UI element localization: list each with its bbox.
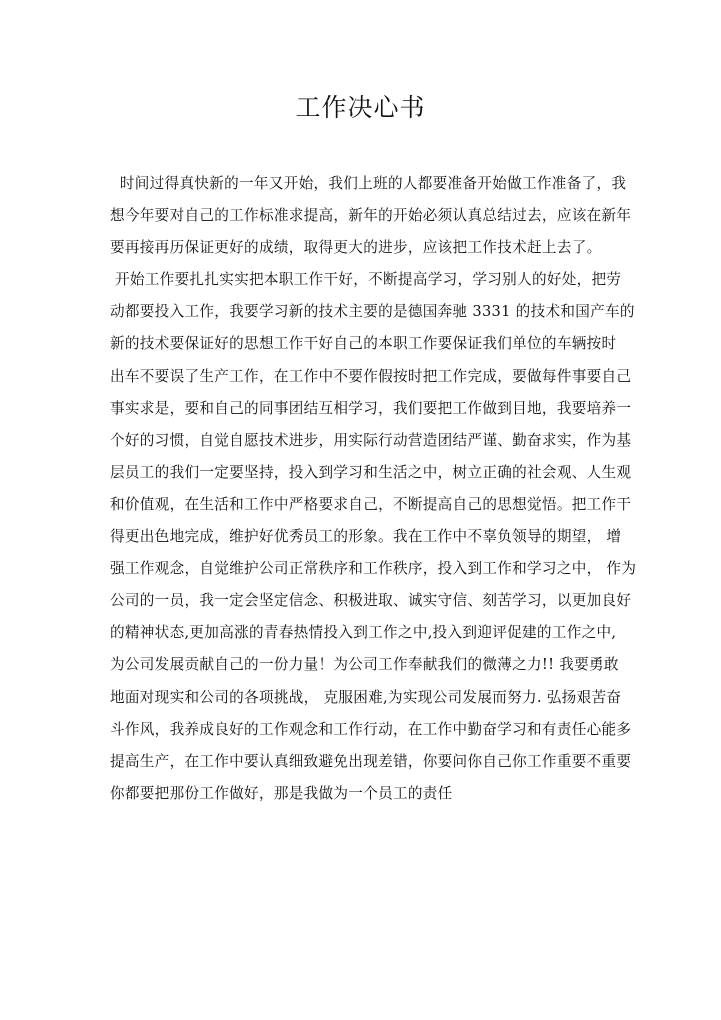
text-line: 强工作观念，自觉维护公司正常秩序和工作秩序，投入到工作和学习之中， 作为 (110, 560, 637, 578)
text-line: 开始工作要扎扎实实把本职工作干好，不断提高学习，学习别人的好处，把劳 (110, 271, 622, 289)
text-line: 地面对现实和公司的各项挑战， 克服困难,为实现公司发展而努力. 弘扬艰苦奋 (110, 688, 622, 706)
document-body (110, 168, 637, 810)
text-line: 动都要投入工作，我要学习新的技术主要的是德国奔驰 3331 的技术和国产车的 (110, 303, 635, 321)
text-line: 层员工的我们一定要坚持，投入到学习和生活之中，树立正确的社会观、人生观 (110, 463, 632, 481)
text-line: 想今年要对自己的工作标准求提高，新年的开始必须认真总结过去，应该在新年 (110, 207, 632, 225)
text-line: 的精神状态,更加高涨的青春热情投入到工作之中,投入到迎评促建的工作之中, (110, 624, 617, 642)
text-line: 斗作风，我养成良好的工作观念和工作行动，在工作中勤奋学习和有责任心能多 (110, 720, 632, 738)
text-line: 出车不要误了生产工作，在工作中不要作假按时把工作完成，要做每件事要自己 (110, 367, 632, 385)
document-title: 工作决心书 (295, 93, 426, 122)
text-line: 时间过得真快新的一年又开始，我们上班的人都要准备开始做工作准备了，我 (110, 175, 627, 192)
text-line: 个好的习惯，自觉自愿技术进步，用实际行动营造团结严谨、勤奋求实，作为基 (110, 431, 632, 449)
text-line: 得更出色地完成，维护好优秀员工的形象。我在工作中不辜负领导的期望， 增 (110, 528, 622, 546)
text-line: 为公司发展贡献自己的一份力量！为公司工作奉献我们的微薄之力!! 我要勇敢 (110, 656, 619, 674)
text-line: 提高生产，在工作中要认真细致避免出现差错，你要问你自己你工作重要不重要 (110, 752, 632, 770)
text-line: 新的技术要保证好的思想工作干好自己的本职工作要保证我们单位的车辆按时 (110, 335, 617, 353)
text-line: 事实求是，要和自己的同事团结互相学习，我们要把工作做到目地，我要培养一 (110, 399, 632, 417)
text-line: 你都要把那份工作做好，那是我做为一个员工的责任 (110, 784, 453, 802)
text-line: 公司的一员，我一定会坚定信念、积极进取、诚实守信、刻苦学习，以更加良好 (110, 592, 632, 610)
text-line: 要再接再历保证更好的成绩，取得更大的进步，应该把工作技术赶上去了。 (110, 239, 602, 257)
text-line: 和价值观，在生活和工作中严格要求自己，不断提高自己的思想觉悟。把工作干 (110, 495, 632, 513)
